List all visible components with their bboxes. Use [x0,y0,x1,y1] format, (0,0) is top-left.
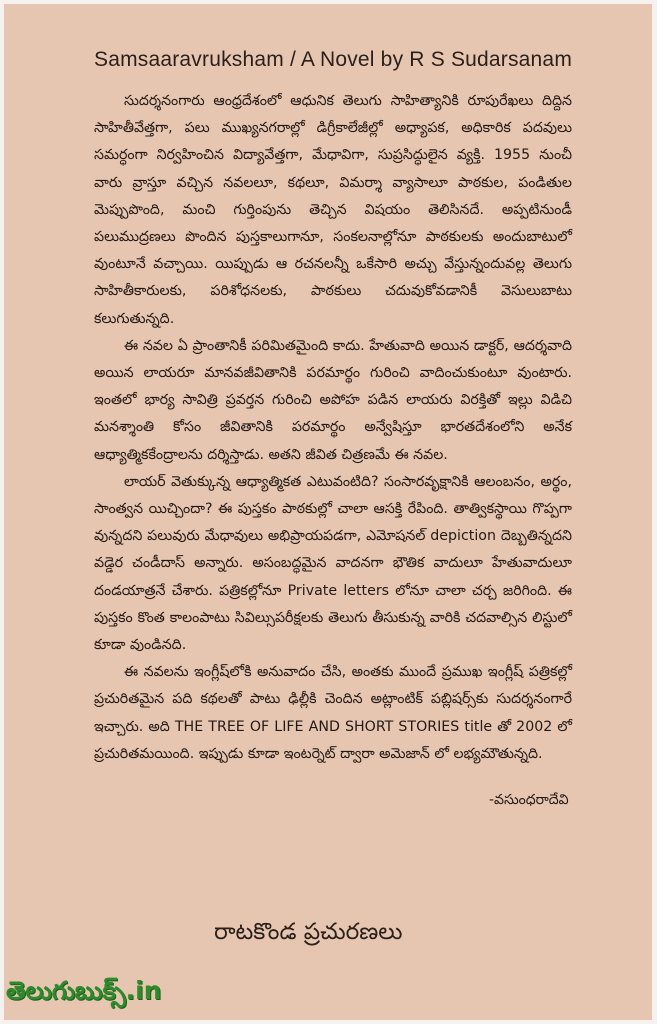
blurb-paragraph-3: లాయర్ వెతుక్కున్న ఆధ్యాత్మికత ఎటువంటిది? సంసారవృక్షానికి ఆలంబనం, అర్థం, సాంత్వన యిచ్చిందా? ఈ పుస్తకం పాఠకుల్లో చాలా ఆసక్తి రేపింది. తాత్వికస్థాయి గొప్పగా వున్నదని పలువురు మేధావులు అభిప్రాయపడగా, ఎమోషనల్ depiction దెబ్బతిన్నదని వడ్డెర చండీదాస్ అన్నారు. అసంబద్ధమైన వాదనగా భౌతిక వాదులూ హేతువాదులూ దండయాత్రనే చేశారు. పత్రికల్లోనూ Private letters లోనూ చాలా చర్చ జరిగింది. ఈ పుస్తకం కొంత కాలంపాటు సివిల్సుపరీక్షలకు తెలుగు తీసుకున్న వారికి చదవాల్సిన లిస్టులో కూడా వుండినది. [94,473,572,654]
blurb-paragraph-2: ఈ నవల ఏ ప్రాంతానికీ పరిమితమైంది కాదు. హేతువాది అయిన డాక్టర్, ఆదర్శవాది అయిన లాయరూ మానవజీవితానికి పరమార్థం గురించి వాదించుకుంటూ వుంటారు. ఇంతలో భార్య సావిత్రి ప్రవర్తన గురించి అపోహ పడిన లాయరు విరక్తితో ఇల్లు విడిచి మనశ్శాంతి కోసం జీవితానికి పరమార్థం అన్వేషిస్తూ భారతదేశంలోని అనేక ఆధ్యాత్మికకేంద్రాలను దర్శిస్తాడు. అతని జీవిత చిత్రణమే ఈ నవల. [94,337,572,463]
blurb-paragraph-1: సుదర్శనంగారు ఆంధ్రదేశంలో ఆధునిక తెలుగు సాహిత్యానికి రూపురేఖలు దిద్దిన సాహితీవేత్తగా, పలు ముఖ్యనగరాల్లో డిగ్రీకాలేజీల్లో అధ్యాపక, అధికారిక పదవులు సమర్ధంగా నిర్వహించిన విద్యావేత్తగా, మేధావిగా, సుప్రసిద్ధులైన వ్యక్తి. 1955 నుంచీ వారు వ్రాస్తూ వచ్చిన నవలలూ, కథలూ, విమర్శా వ్యాసాలూ పాఠకుల, పండితుల మెప్పుపొంది, మంచి గుర్తింపును తెచ్చిన విషయం తెలిసినదే. అప్పటినుండీ పలుముద్రణలు పొందిన పుస్తకాలుగానూ, సంకలనాల్లోనూ పాఠకులకు అందుబాటులో వుంటూనే వచ్చాయి. యిప్పుడు ఆ రచనలన్నీ ఒకేసారి అచ్చు వేస్తున్నందువల్ల తెలుగు సాహితీకారులకు, పరిశోధనలకు, పాఠకులు చదువుకోవడానికీ వెసులుబాటు కలుగుతున్నది. [94,93,572,327]
blurb-paragraph-4: ఈ నవలను ఇంగ్లీష్‌లోకి అనువాదం చేసి, అంతకు ముందే ప్రముఖ ఇంగ్లీష్ పత్రికల్లో ప్రచురితమైన పది కథలతో పాటు ఢిల్లీకి చెందిన అట్లాంటిక్ పబ్లిషర్స్‌కు సుదర్శనంగారే ఇచ్చారు. అది THE TREE OF LIFE AND SHORT STORIES title తో 2002 లో ప్రచురితమయింది. ఇప్పుడు కూడా ఇంటర్నెట్ ద్వారా అమెజాన్ లో లభ్యమౌతున్నది. [94,664,572,762]
book-title: Samsaaravruksham / A Novel by R S Sudarsanam [94,48,573,71]
back-cover [4,4,652,1020]
site-watermark: తెలుగుబుక్స్.in [6,976,162,1005]
publisher-name: రాటకొండ ప్రచురణలు [214,919,403,945]
blurb-text [94,88,572,768]
author-signature: -వసుంధరాదేవి [489,792,569,808]
